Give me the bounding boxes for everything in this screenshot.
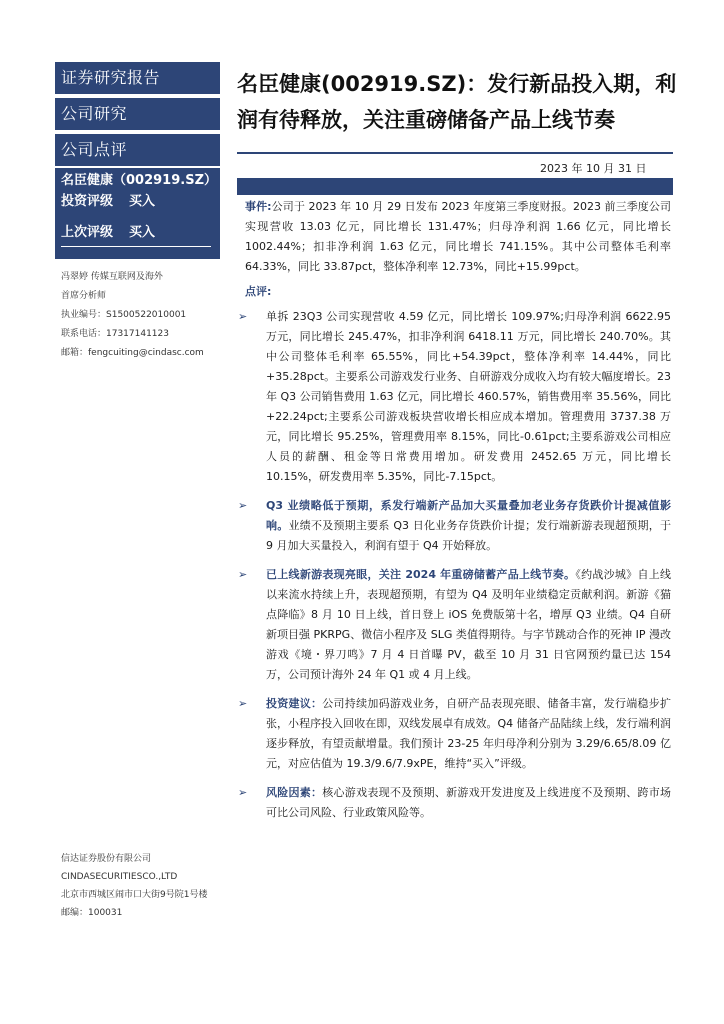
review-label: 点评:: [245, 285, 272, 298]
event-paragraph: [245, 197, 671, 277]
arrow-bullet-icon: ➢: [238, 499, 248, 512]
report-type-label: 证券研究报告: [55, 62, 220, 94]
report-date: 2023 年 10 月 31 日: [540, 162, 647, 175]
arrow-bullet-icon: ➢: [238, 786, 248, 799]
rating-value: 买入: [129, 194, 156, 209]
bullet-text: 《约战沙城》自上线以来流水持续上升，表现超预期，有望为 Q4 及明年业绩稳定贡献利润。新游《猫点降临》8 月 10 日上线，首日登上 iOS 免费版第十名，增厚 Q3 业绩。Q4 自研新项目强 PKRPG、微信小程序及 SLG 类值得期待。与字节跳动合作的死神 IP 漫改游戏《境・界刀鸣》7 月 4 日首曝 PV，截至 10 月 31 日官网预约量已达 154 万，公司预计海外 24 年 Q1 或 4 月上线。: [266, 568, 671, 681]
content-header-bar: [237, 178, 673, 195]
company-footer: [61, 850, 207, 922]
rating-label: 投资评级: [61, 194, 114, 209]
arrow-bullet-icon: ➢: [238, 310, 248, 323]
list-item: [238, 783, 671, 823]
prev-rating-value: 买入: [129, 225, 156, 240]
arrow-bullet-icon: ➢: [238, 697, 248, 710]
bullet-heading: 风险因素：: [266, 786, 323, 799]
investment-rating: [61, 191, 214, 212]
rating-divider: [61, 246, 211, 247]
bullet-heading: 投资建议：: [266, 697, 323, 710]
arrow-bullet-icon: ➢: [238, 568, 248, 581]
list-item: [238, 496, 671, 556]
analyst-name: 冯翠婷 传媒互联网及海外: [61, 272, 163, 282]
bullet-text: 业绩不及预期主要系 Q3 日化业务存货跌价计提；发行端新游表现超预期，于 9 月加大买量投入，利润有望于 Q4 开始释放。: [266, 519, 671, 552]
review-bullets: [238, 307, 671, 823]
list-item: [238, 565, 671, 685]
analyst-phone: 联系电话：17317141123: [61, 329, 169, 339]
company-name-cn: 信达证券股份有限公司: [61, 854, 152, 864]
analyst-license: 执业编号：S1500522010001: [61, 310, 187, 320]
previous-rating: [61, 222, 214, 243]
sidebar: [55, 62, 220, 259]
list-item: [238, 694, 671, 774]
rating-panel: [55, 168, 220, 259]
company-name-en: CINDASECURITIESCO.,LTD: [61, 872, 178, 882]
bullet-text: 单拆 23Q3 公司实现营收 4.59 亿元，同比增长 109.97%;归母净利润 6622.95 万元，同比增长 245.47%，扣非净利润 6418.11 万元，同比增长 240.70%。其中公司整体毛利率 65.55%，同比+54.39pct，整体净利率 14.44%，同比+35.28pct。主要系公司游戏发行业务、自研游戏分成收入均有较大幅度增长。23 年 Q3 公司销售费用 1.63 亿元，同比增长 460.57%，销售费用率 35.56%，同比+22.24pct;主要系公司游戏板块营收增长相应成本增加。管理费用 3737.38 万元，同比增长 95.25%，管理费用率 8.15%，同比-0.61pct;主要系游戏公司相应人员的薪酬、租金等日常费用增加。研发费用 2452.65 万元，同比增长 10.15%，研发费用率 5.35%，同比-7.15pct。: [266, 310, 672, 483]
list-item: [238, 307, 671, 487]
event-label: 事件:: [245, 200, 272, 213]
analyst-title: 首席分析师: [61, 291, 107, 301]
report-body: [238, 197, 672, 832]
company-address: 北京市西城区闹市口大街9号院1号楼: [61, 890, 208, 900]
sub-category-label: 公司点评: [55, 134, 220, 166]
category-label: 公司研究: [55, 98, 220, 130]
bullet-text: 公司持续加码游戏业务，自研产品表现亮眼、储备丰富，发行端稳步扩张，小程序投入回收在即，双线发展卓有成效。Q4 储备产品陆续上线，发行端利润逐步释放，有望贡献增量。我们预计 23-25 年归母净利分别为 3.29/6.65/8.09 亿元，对应估值为 19.3/9.6/7.9xPE，维持“买入”评级。: [266, 697, 672, 770]
title-divider: [237, 152, 673, 154]
event-text: 公司于 2023 年 10 月 29 日发布 2023 年度第三季度财报。2023 前三季度公司实现营收 13.03 亿元，同比增长 131.47%；归母净利润 1.66 亿元，同比增长 1002.44%；扣非净利润 1.63 亿元，同比增长 741.15%。其中公司整体毛利率 64.33%，同比 33.87pct，整体净利率 12.73%，同比+15.99pct。: [245, 200, 671, 273]
company-postcode: 邮编：100031: [61, 908, 123, 918]
bullet-heading: 已上线新游表现亮眼，关注 2024 年重磅储蓄产品上线节奏。: [266, 568, 576, 581]
report-title: 名臣健康(002919.SZ)：发行新品投入期，利润有待释放，关注重磅储备产品上线节奏: [237, 72, 677, 132]
bullet-text: 核心游戏表现不及预期、新游戏开发进度及上线进度不及预期、跨市场可比公司风险、行业政策风险等。: [266, 786, 672, 819]
bullet-heading: Q3 业绩略低于预期，系发行端新产品加大买量叠加老业务存货跌价计提减值影响。: [266, 499, 671, 532]
analyst-info: [61, 268, 204, 363]
prev-rating-label: 上次评级: [61, 225, 114, 240]
company-ticker: 名臣健康（002919.SZ）: [61, 173, 218, 188]
analyst-email: 邮箱：fengcuiting@cindasc.com: [61, 348, 204, 358]
